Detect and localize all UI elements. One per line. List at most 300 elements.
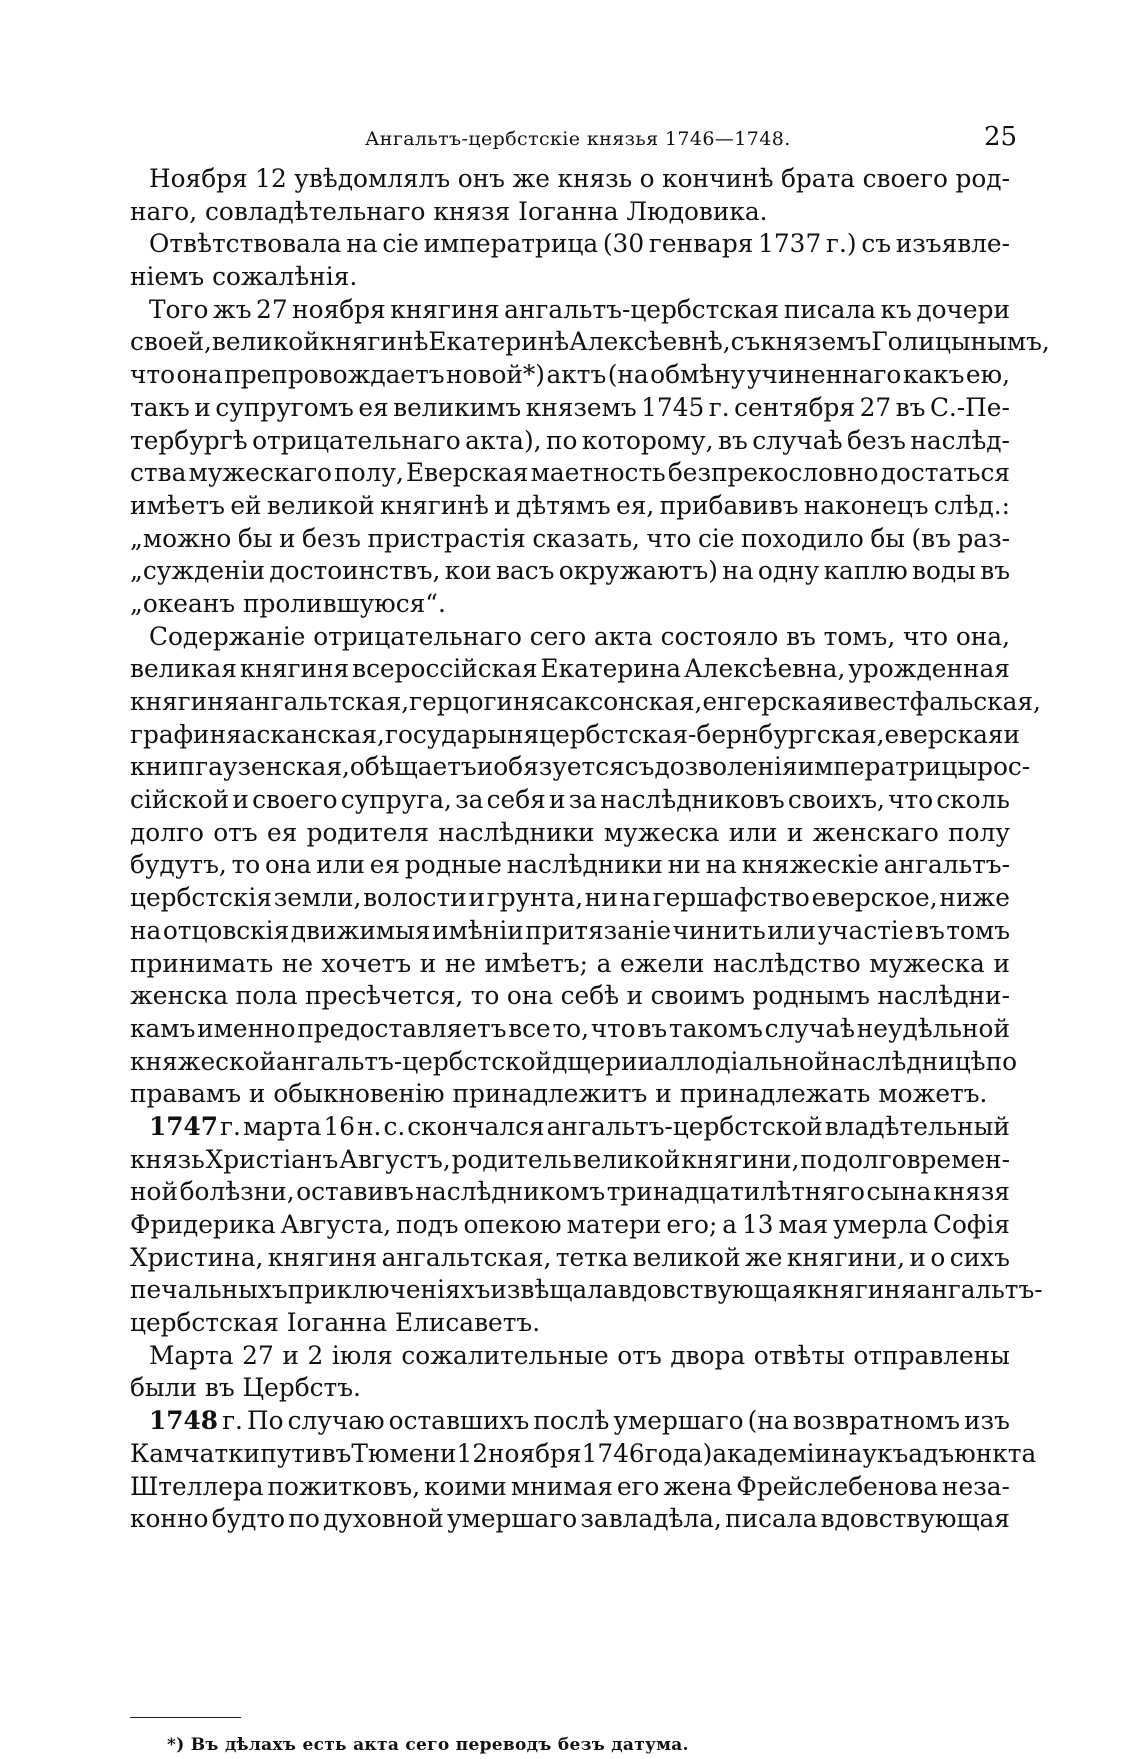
word: чинить — [672, 915, 766, 945]
word: умерла — [833, 1210, 929, 1239]
word: (въ — [911, 523, 951, 553]
word: конно — [130, 1504, 209, 1534]
word: приключеніяхъ — [287, 1275, 491, 1305]
word: асканская, — [241, 719, 385, 749]
word: цербстская — [130, 1308, 279, 1338]
word: бы — [237, 523, 273, 553]
text-line — [130, 915, 1010, 948]
word: ежели — [619, 948, 705, 978]
word: ноября — [292, 294, 386, 324]
word: Марта — [149, 1340, 234, 1370]
word: томъ — [946, 915, 1010, 945]
word: Христіанъ — [205, 1144, 339, 1174]
word: и — [468, 883, 486, 913]
word: Ноября — [149, 164, 248, 193]
word: коими — [424, 1471, 507, 1501]
word: и — [282, 1340, 299, 1370]
word: какъ — [902, 360, 965, 390]
word: бы — [870, 523, 905, 553]
word: принимать — [130, 948, 274, 978]
word: его — [616, 1471, 660, 1501]
word: князь — [130, 1144, 205, 1174]
word: къ — [880, 294, 912, 324]
word: супруга, — [340, 785, 452, 815]
text-line — [130, 621, 1010, 654]
word: аллодіальной — [654, 1046, 831, 1076]
word: или — [316, 850, 365, 880]
word: адъюнкта — [908, 1438, 1037, 1468]
word: сколь — [936, 785, 1010, 815]
word: великой — [211, 327, 320, 357]
word: С.-Пе- — [929, 392, 1010, 422]
word: Камчатки — [130, 1438, 261, 1468]
word: умершаго — [446, 1504, 578, 1534]
word: увѣдомлялъ — [294, 164, 451, 193]
word: то, — [552, 1013, 589, 1043]
word: род- — [955, 164, 1010, 193]
word: земли, — [273, 883, 362, 913]
word: безпрекословно — [667, 458, 879, 488]
word: пристрастія — [367, 523, 526, 553]
word: писала — [783, 294, 876, 324]
word: Екатерина — [540, 654, 681, 684]
word: Іоганна — [518, 196, 619, 226]
word: обмѣну — [650, 360, 746, 390]
word: Августа, — [280, 1210, 392, 1239]
word: одну — [757, 556, 820, 586]
word: княгинѣ — [319, 327, 429, 357]
word: Отвѣтствовала — [149, 229, 342, 259]
word: она, — [955, 621, 1010, 651]
word: на — [619, 883, 651, 913]
word: полу — [948, 817, 1010, 847]
text-line — [130, 359, 1010, 392]
word: и — [194, 392, 211, 422]
word: грунта, — [486, 883, 584, 913]
word: имѣетъ — [130, 490, 225, 520]
word: сійской — [130, 785, 230, 815]
word: прибавивъ — [659, 490, 799, 520]
text-line — [130, 980, 1010, 1013]
word: будто — [211, 1504, 286, 1534]
word: цербстскія — [130, 883, 272, 913]
word: раз- — [957, 523, 1010, 553]
text-line — [130, 196, 1010, 229]
word: государыня — [384, 719, 540, 749]
word: долго — [130, 817, 204, 847]
word: Голицынымъ, — [871, 327, 1050, 357]
word: притязаніе — [525, 915, 672, 945]
word: ангальтская, — [239, 687, 410, 716]
word: камъ — [130, 1013, 196, 1043]
text-line — [130, 751, 1031, 784]
text-line — [130, 653, 1010, 686]
word: которому, — [581, 425, 714, 455]
word: вдовствующая — [617, 1275, 808, 1305]
word: Фрейслебенова — [736, 1471, 939, 1501]
word: отвѣты — [753, 1340, 845, 1370]
word: хочетъ — [321, 948, 412, 978]
text-line — [130, 1111, 1010, 1144]
word: ангальтъ-цербстской — [276, 1046, 553, 1076]
word: академіи — [712, 1438, 832, 1468]
word: великая — [130, 654, 237, 684]
word: съ — [861, 229, 891, 259]
word: она — [176, 360, 223, 390]
text-line — [130, 1144, 1010, 1177]
word: правамъ — [130, 1079, 241, 1109]
word: окружаютъ) — [558, 556, 718, 586]
text-line — [130, 228, 1010, 261]
word: ангальтъ- — [883, 850, 1010, 880]
word: графиня — [130, 719, 242, 749]
word: такъ — [130, 392, 190, 422]
body-text — [130, 163, 1050, 1536]
word: своего — [252, 785, 338, 815]
word: обязуется — [493, 752, 625, 782]
word: сентября — [734, 392, 856, 422]
word: ноября — [488, 1438, 582, 1468]
word: съ — [730, 327, 761, 357]
text-line — [130, 1405, 1010, 1438]
word: рос- — [977, 752, 1031, 782]
word: актъ — [546, 360, 607, 390]
word: и — [232, 785, 249, 815]
word: дочери — [916, 294, 1010, 324]
word: тринадцатилѣтняго — [606, 1177, 865, 1207]
word: княжескіе — [741, 850, 879, 880]
text-line — [130, 882, 1010, 915]
word: княземъ — [525, 392, 637, 422]
word: великой — [266, 490, 375, 520]
word: Содержаніе — [149, 621, 306, 651]
word: дѣтямъ — [516, 490, 611, 520]
word: предоставляетъ — [297, 1013, 507, 1043]
word: герцогиня — [409, 687, 546, 716]
word: каплю — [823, 556, 908, 586]
word: мужеска — [603, 817, 720, 847]
word: волости — [363, 883, 467, 913]
word: принадлежать — [679, 1079, 871, 1109]
word: саксонская, — [545, 687, 703, 716]
text-line — [130, 425, 1010, 458]
text-line — [130, 588, 1010, 621]
word: своей, — [130, 327, 212, 357]
word: оставшихъ — [388, 1406, 530, 1436]
word: что — [590, 1013, 636, 1043]
text-line — [130, 1209, 1010, 1242]
word: учиненнаго — [746, 360, 902, 390]
text-line — [130, 1340, 1010, 1373]
word: не — [444, 948, 477, 978]
word: сожалительные — [401, 1340, 609, 1370]
word: ея, — [616, 490, 655, 520]
word: ангальтъ-цербстская — [504, 294, 780, 324]
word: брата — [781, 164, 856, 193]
word: наслѣдницѣ — [830, 1046, 986, 1076]
word: вестфальская, — [853, 687, 1041, 716]
word: книпгаузенская, — [130, 752, 350, 782]
word: сіе — [697, 523, 735, 553]
page-header — [0, 122, 1140, 162]
word: наго, — [130, 196, 198, 226]
word: 27 — [242, 1340, 274, 1370]
word: 1737 — [758, 229, 822, 259]
word: 27 — [859, 392, 892, 422]
word: ніемъ — [130, 262, 205, 292]
word: и — [476, 752, 494, 782]
word: 1746 — [581, 1438, 645, 1468]
word: наслѣдники — [438, 817, 595, 847]
word: мнимая — [510, 1471, 613, 1501]
word: княгиня — [130, 687, 240, 716]
word: препровождаетъ — [224, 360, 445, 390]
word: же — [512, 164, 550, 193]
word: завладѣла, — [580, 1504, 722, 1534]
word: матери — [566, 1210, 662, 1239]
word: умершаго — [613, 1406, 744, 1436]
word: 1747 — [149, 1111, 219, 1141]
word: (на — [747, 1406, 789, 1436]
word: можетъ. — [878, 1079, 988, 1109]
word: княгиня — [807, 1275, 917, 1305]
word: марта — [242, 1111, 322, 1141]
word: такомъ — [668, 1013, 763, 1043]
word: и — [637, 1046, 655, 1076]
word: и — [549, 785, 566, 815]
word: наслѣдниковъ — [600, 785, 785, 815]
word: неудѣльной — [856, 1013, 1010, 1043]
word: акта), — [465, 425, 542, 455]
word: и — [419, 948, 437, 978]
word: тетка — [555, 1242, 629, 1272]
text-line — [130, 523, 1010, 556]
text-line — [130, 1471, 1010, 1504]
word: года) — [644, 1438, 713, 1468]
word: по — [288, 1504, 320, 1534]
word: Еверская — [406, 458, 529, 488]
word: сына — [866, 1177, 932, 1207]
word: князя — [433, 196, 511, 226]
text-line — [130, 1438, 1037, 1471]
word: или — [767, 915, 817, 945]
word: Алексѣевнѣ, — [569, 327, 731, 357]
word: отъ — [617, 1340, 662, 1370]
word: ей — [230, 490, 262, 520]
text-line — [130, 686, 1041, 719]
word: о — [930, 1242, 946, 1272]
word: случаѣ — [752, 425, 843, 455]
word: кончинѣ — [662, 164, 774, 193]
word: возвратномъ — [792, 1406, 960, 1436]
word: и — [1003, 719, 1021, 749]
word: опекою — [463, 1210, 562, 1239]
word: и — [993, 948, 1010, 978]
word: „океанъ — [130, 588, 236, 618]
word: іюля — [331, 1340, 393, 1370]
word: тербургѣ — [130, 425, 248, 455]
word: Елисаветъ. — [395, 1308, 541, 1338]
word: достаться — [880, 458, 1010, 488]
word: по — [985, 1046, 1018, 1076]
word: а — [722, 1210, 738, 1239]
word: наслѣдникомъ — [415, 1177, 606, 1207]
word: слѣд.: — [933, 490, 1010, 520]
word: Августъ, — [339, 1144, 451, 1174]
word: наукъ — [831, 1438, 909, 1468]
word: ниже — [939, 883, 1010, 913]
word: княземъ — [760, 327, 872, 357]
word: ея — [266, 817, 298, 847]
word: ни — [667, 850, 701, 880]
word: жъ — [212, 294, 252, 324]
word: всероссійская — [352, 654, 538, 684]
word: г. — [222, 1406, 243, 1436]
word: кои — [444, 556, 492, 586]
word: полу, — [334, 458, 404, 488]
word: ангальтъ-цербстской — [546, 1111, 823, 1141]
word: себѣ — [560, 981, 620, 1011]
word: васъ — [496, 556, 555, 586]
word: безъ — [302, 523, 361, 553]
word: По — [246, 1406, 284, 1436]
word: н. — [357, 1111, 382, 1141]
word: роднымъ — [752, 981, 870, 1011]
word: генваря — [648, 229, 754, 259]
word: имѣніи — [432, 915, 524, 945]
word: неза- — [942, 1471, 1010, 1501]
word: подъ — [396, 1210, 459, 1239]
word: ея — [358, 392, 389, 422]
word: Штеллера — [130, 1471, 264, 1501]
word: на — [722, 556, 754, 586]
word: по — [800, 1144, 832, 1174]
word: великой — [572, 1144, 681, 1174]
word: въ — [321, 1438, 352, 1468]
word: онъ — [457, 164, 505, 193]
word: имѣетъ; — [484, 948, 588, 978]
word: же — [744, 1242, 783, 1272]
word: г. — [708, 392, 730, 422]
word: наслѣдники — [506, 850, 663, 880]
word: князя — [933, 1177, 1010, 1207]
word: томъ, — [823, 621, 896, 651]
text-line — [130, 294, 1010, 327]
text-line — [130, 1372, 1010, 1405]
word: отцовскія — [162, 915, 290, 945]
word: великимъ — [393, 392, 522, 422]
word: пожитковъ, — [267, 1471, 421, 1501]
word: совладѣтельнаго — [205, 196, 426, 226]
word: сожалѣнія. — [212, 262, 358, 292]
text-line — [130, 1242, 1010, 1275]
text-line — [130, 326, 1050, 359]
word: за — [455, 785, 484, 815]
word: Іоганна — [286, 1308, 388, 1338]
word: ства — [130, 458, 187, 488]
text-line — [130, 1078, 1010, 1111]
word: князь — [557, 164, 633, 193]
word: своихъ, — [787, 785, 885, 815]
word: княгини, — [681, 1144, 800, 1174]
word: что — [646, 523, 692, 553]
word: сказать, — [532, 523, 640, 553]
word: не — [281, 948, 314, 978]
text-line — [130, 1307, 1010, 1340]
word: именно — [197, 1013, 296, 1043]
text-line — [130, 261, 1010, 294]
word: или — [728, 817, 778, 847]
word: вдовствующая — [820, 1504, 1010, 1534]
word: въ — [204, 1373, 235, 1403]
word: Тюмени — [351, 1438, 457, 1468]
word: пресѣчется, — [305, 981, 464, 1011]
word: сихъ — [949, 1242, 1010, 1272]
word: великой — [632, 1242, 741, 1272]
word: походило — [740, 523, 864, 553]
word: въ — [637, 1013, 668, 1043]
word: на — [346, 229, 378, 259]
word: ни — [584, 883, 618, 913]
word: извѣщала — [490, 1275, 618, 1305]
word: и — [248, 1079, 266, 1109]
word: г. — [220, 1111, 241, 1141]
word: будутъ, — [130, 850, 227, 880]
word: себя — [486, 785, 546, 815]
word: дщери — [552, 1046, 638, 1076]
word: новой*) — [446, 360, 545, 390]
word: (30 — [602, 229, 645, 259]
word: обѣщаетъ — [349, 752, 477, 782]
footnote-divider — [130, 1717, 241, 1718]
text-line — [130, 1274, 1043, 1307]
word: отъ — [213, 817, 258, 847]
word: въ — [980, 556, 1010, 586]
word: супругомъ — [215, 392, 354, 422]
word: ею, — [965, 360, 1010, 390]
text-line — [130, 555, 1010, 588]
word: и — [279, 523, 296, 553]
word: и — [655, 1079, 672, 1109]
word: мужеска — [869, 948, 985, 978]
word: то — [470, 981, 500, 1011]
word: съ — [624, 752, 655, 782]
word: духовной — [323, 1504, 444, 1534]
word: княгиня — [390, 294, 500, 324]
word: и — [494, 490, 511, 520]
word: „сужденіи — [130, 556, 266, 586]
word: Екатеринѣ — [428, 327, 570, 357]
word: 16 — [323, 1111, 355, 1141]
word: отправлены — [853, 1340, 1010, 1370]
word: оставивъ — [296, 1177, 414, 1207]
word: безъ — [847, 425, 906, 455]
word: Софія — [932, 1210, 1010, 1239]
text-line — [130, 784, 1010, 817]
running-title: Ангальтъ-цербстскіе князья 1746—1748. — [365, 128, 791, 150]
word: въ — [786, 621, 816, 651]
text-line — [130, 1176, 1010, 1209]
word: и — [837, 687, 854, 716]
word: ангальтъ- — [916, 1275, 1043, 1305]
word: Христина, — [130, 1242, 264, 1272]
word: что — [888, 785, 934, 815]
text-line — [130, 457, 1010, 490]
word: ной — [130, 1177, 178, 1207]
word: женска — [130, 981, 229, 1011]
word: она — [265, 850, 312, 880]
text-line — [130, 849, 1010, 882]
